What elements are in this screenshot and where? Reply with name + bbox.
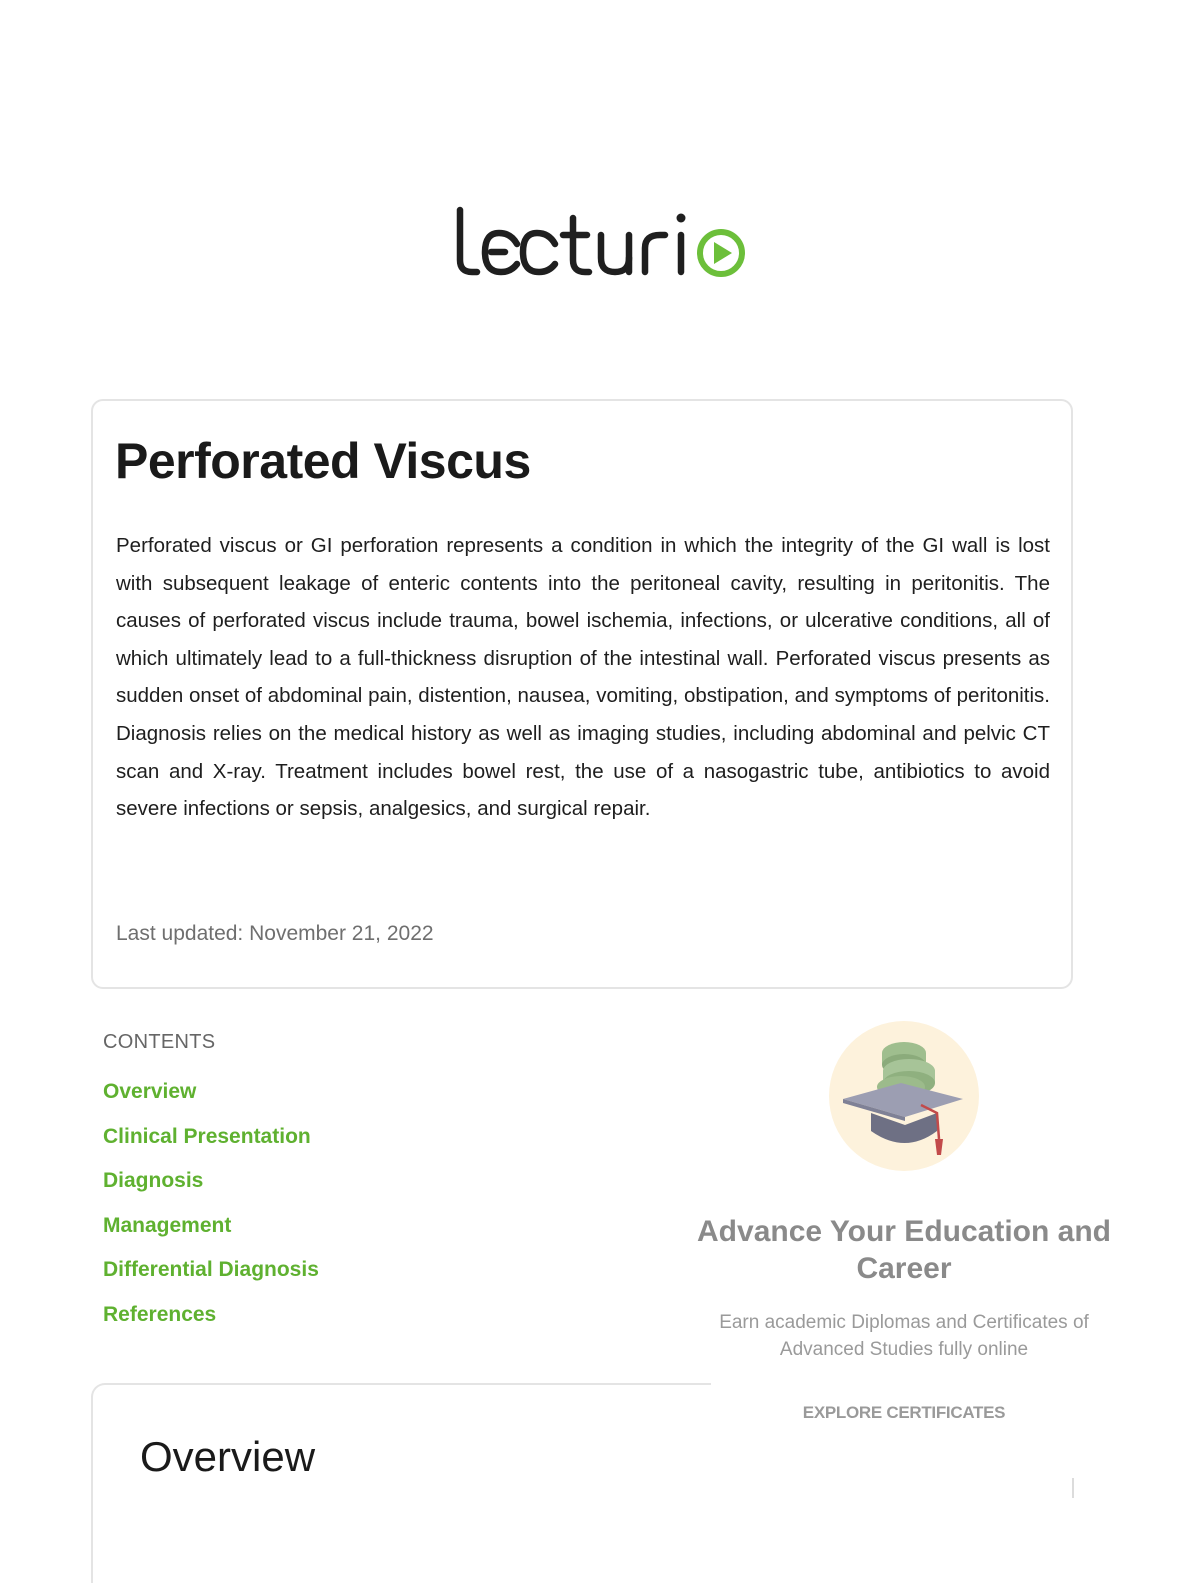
table-of-contents	[103, 1080, 319, 1347]
overview-heading: Overview	[140, 1433, 316, 1480]
toc-link[interactable]: Management	[103, 1213, 232, 1237]
promo-description: Earn academic Diplomas and Certificates of Advanced Studies fully online	[719, 1312, 1089, 1360]
toc-item-clinical-presentation	[103, 1125, 319, 1170]
promo-title: Advance Your Education and Career	[697, 1215, 1111, 1285]
toc-link[interactable]: References	[103, 1302, 217, 1326]
lecturio-logo[interactable]	[455, 200, 755, 285]
toc-item-overview	[103, 1080, 319, 1125]
article-title: Perforated Viscus	[115, 433, 531, 489]
contents-heading: CONTENTS	[103, 1031, 216, 1053]
toc-item-references	[103, 1303, 319, 1348]
toc-item-management	[103, 1214, 319, 1259]
toc-link[interactable]: Differential Diagnosis	[103, 1258, 319, 1281]
last-updated: Last updated: November 21, 2022	[116, 922, 434, 945]
graduation-cap-icon	[829, 1021, 979, 1171]
toc-item-differential-diagnosis	[103, 1258, 319, 1303]
lecturio-wordmark	[455, 200, 755, 285]
toc-link[interactable]: Overview	[103, 1080, 197, 1103]
explore-certificates-button[interactable]: EXPLORE CERTIFICATES	[802, 1403, 1006, 1422]
article-summary: Perforated viscus or GI perforation represents a condition in which the integrity of the GI wall is lost with subsequent leakage of enteric contents into the peritoneal cavity, resulting in peritonitis. The causes of perforated viscus include trauma, bowel ischemia, infections, or ulcerative conditions, all of which ultimately lead to a full-thickness disruption of the intestinal wall. Perforated viscus presents as sudden onset of abdominal pain, distention, nausea, vomiting, obstipation, and symptoms of peritonitis. Diagnosis relies on the medical history as well as imaging studies, including abdominal and pelvic CT scan and X-ray. Treatment includes bowel rest, the use of a nasogastric tube, antibiotics to avoid severe infections or sepsis, analgesics, and surgical repair.	[116, 534, 1050, 821]
certificates-promo	[686, 985, 1122, 1505]
divider	[1072, 1478, 1074, 1498]
toc-item-diagnosis	[103, 1169, 319, 1214]
toc-link[interactable]: Diagnosis	[103, 1169, 204, 1192]
overview-section-card	[91, 1383, 711, 1583]
toc-link[interactable]: Clinical Presentation	[103, 1124, 311, 1148]
